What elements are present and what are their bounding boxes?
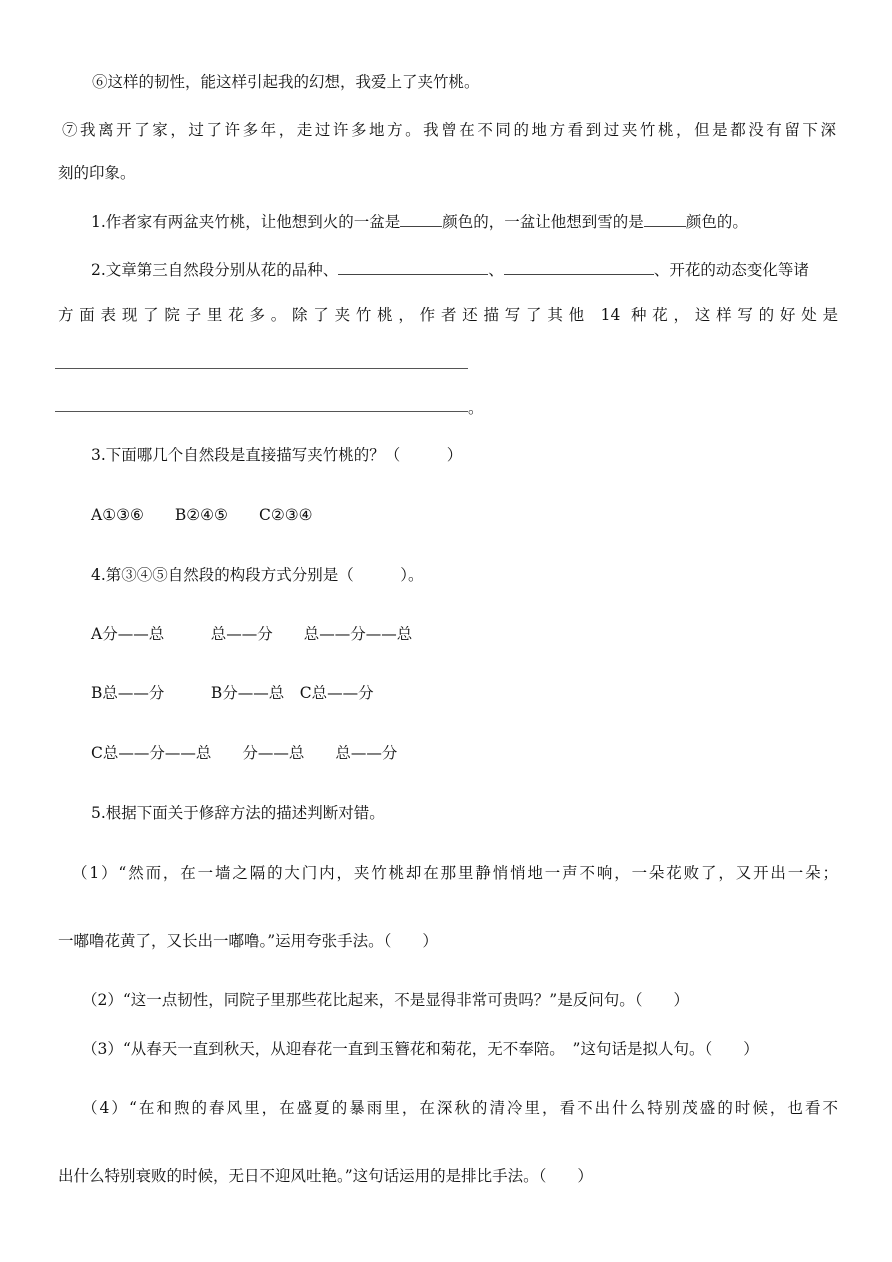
question-4: 4.第③④⑤自然段的构段方式分别是（ ）。 bbox=[91, 566, 424, 584]
question-5-item-1-line-1: （1）“然而，在一墙之隔的大门内，夹竹桃却在那里静悄悄地一声不响，一朵花败了，又开出一朵； bbox=[72, 864, 838, 882]
question-1 bbox=[91, 211, 748, 233]
question-5-item-4-line-1: （4）“在和煦的春风里，在盛夏的暴雨里，在深秋的清冷里，看不出什么特别茂盛的时候，也看不 bbox=[82, 1099, 838, 1117]
question-2-separator: 、 bbox=[488, 261, 504, 279]
question-5-item-4-line-2: 出什么特别衰败的时候，无日不迎风吐艳。”这句话运用的是排比手法。（ ） bbox=[58, 1167, 593, 1185]
question-2-text-b: 、开花的动态变化等诸 bbox=[653, 261, 809, 279]
question-2-line-1 bbox=[91, 259, 809, 281]
question-5-item-1-line-2: 一嘟噜花黄了，又长出一嘟噜。”运用夸张手法。（ ） bbox=[58, 932, 438, 950]
paragraph-6: ⑥这样的韧性，能这样引起我的幻想，我爱上了夹竹桃。 bbox=[92, 73, 480, 91]
question-1-text-b: 颜色的，一盆让他想到雪的是 bbox=[442, 213, 644, 231]
question-4-option-a: A分——总 总——分 总——分——总 bbox=[91, 625, 413, 643]
question-1-blank-fire-color[interactable] bbox=[400, 211, 442, 227]
question-3: 3.下面哪几个自然段是直接描写夹竹桃的？（ ） bbox=[91, 446, 463, 464]
question-5-item-2: （2）“这一点韧性，同院子里那些花比起来，不是显得非常可贵吗？”是反问句。（ ） bbox=[82, 991, 689, 1009]
question-2-text-a: 2.文章第三自然段分别从花的品种、 bbox=[91, 261, 339, 279]
answer-end-mark: 。 bbox=[468, 399, 484, 417]
question-2-blank-1[interactable] bbox=[338, 259, 488, 275]
paragraph-7-line-1: ⑦我离开了家，过了许多年，走过许多地方。我曾在不同的地方看到过夹竹桃，但是都没有留下深 bbox=[62, 121, 836, 139]
question-2-blank-2[interactable] bbox=[504, 259, 654, 275]
answer-line-2[interactable] bbox=[55, 411, 468, 412]
question-5-item-3: （3）“从春天一直到秋天，从迎春花一直到玉簪花和菊花，无不奉陪。 ”这句话是拟人句。（ ） bbox=[82, 1040, 759, 1058]
answer-line-1[interactable] bbox=[55, 368, 468, 369]
paragraph-7-line-2: 刻的印象。 bbox=[58, 164, 136, 182]
question-1-text-a: 1.作者家有两盆夹竹桃，让他想到火的一盆是 bbox=[91, 213, 401, 231]
question-4-option-c: C总——分——总 分——总 总——分 bbox=[91, 744, 398, 762]
question-2-line-2: 方面表现了院子里花多。除了夹竹桃，作者还描写了其他 14 种花，这样写的好处是 bbox=[58, 306, 838, 324]
question-1-blank-snow-color[interactable] bbox=[644, 211, 686, 227]
question-4-option-b: B总——分 B分——总 C总——分 bbox=[91, 684, 374, 702]
question-5: 5.根据下面关于修辞方法的描述判断对错。 bbox=[91, 804, 385, 822]
question-1-text-c: 颜色的。 bbox=[685, 213, 748, 231]
question-3-options: A①③⑥ B②④⑤ C②③④ bbox=[91, 506, 313, 524]
